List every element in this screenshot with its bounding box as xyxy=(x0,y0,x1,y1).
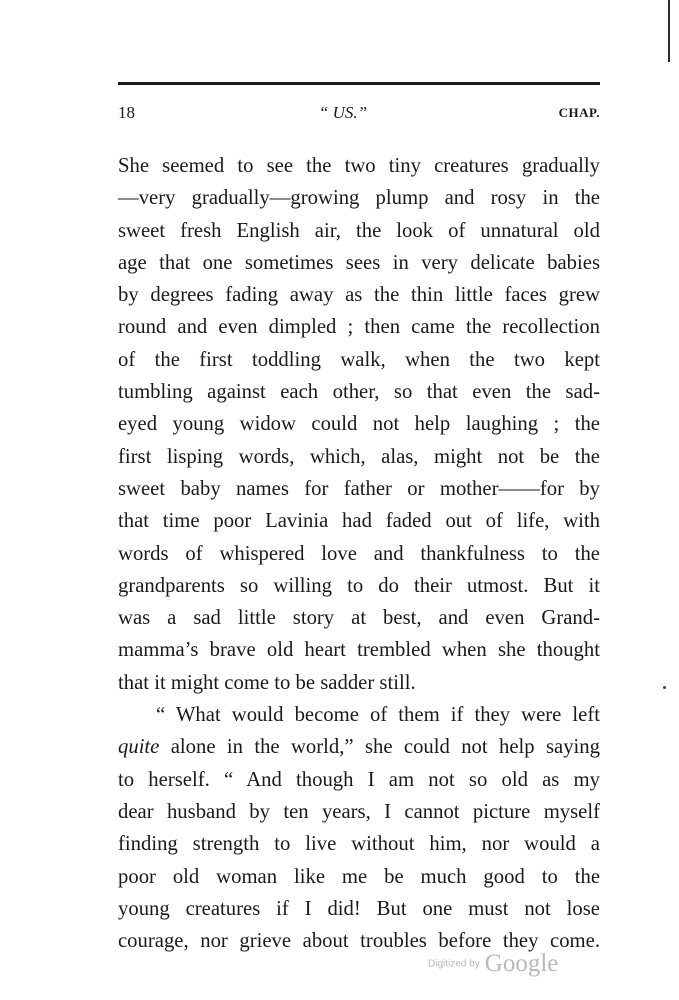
text-line: sweet fresh English air, the look of unnatural old xyxy=(118,219,600,242)
running-head xyxy=(118,103,600,127)
text-line: —very gradually—growing plump and rosy in the xyxy=(118,187,600,210)
text-line: to herself. “ And though I am not so old as my xyxy=(118,768,600,791)
text-line: that time poor Lavinia had faded out of life, with xyxy=(118,510,600,533)
text-line: courage, nor grieve about troubles before they come. xyxy=(118,930,600,953)
page-number: 18 xyxy=(118,103,135,122)
ink-speck xyxy=(663,686,666,689)
watermark-brand: Google xyxy=(484,950,559,977)
text-line: young creatures if I did! But one must not lose xyxy=(118,897,600,920)
text-line: tumbling against each other, so that even the sad- xyxy=(118,381,600,404)
chapter-label: CHAP. xyxy=(558,105,600,120)
text-line xyxy=(118,731,600,763)
text-line: was a sad little story at best, and even Grand- xyxy=(118,607,600,630)
text-line: age that one sometimes sees in very delicate babies xyxy=(118,251,600,274)
watermark xyxy=(428,950,558,978)
paragraph-1 xyxy=(118,150,600,699)
text-span: alone in the world,” she could not help saying xyxy=(159,736,600,759)
paragraph-2 xyxy=(118,699,600,957)
watermark-prefix: Digitized by xyxy=(428,958,480,970)
emphasis-quite: quite xyxy=(118,736,160,759)
text-line: first lisping words, which, alas, might not be the xyxy=(118,445,600,468)
text-line: She seemed to see the two tiny creatures gradually xyxy=(118,155,600,177)
page-edge-line xyxy=(668,0,670,62)
body-text xyxy=(118,150,600,957)
text-line: finding strength to live without him, nor would a xyxy=(118,833,600,856)
text-line: by degrees fading away as the thin little faces grew xyxy=(118,284,600,307)
running-title: “ US.” xyxy=(318,103,368,122)
text-line: grandparents so willing to do their utmost. But it xyxy=(118,574,600,597)
text-line: dear husband by ten years, I cannot picture myself xyxy=(118,800,600,823)
text-line: mamma’s brave old heart trembled when she thought xyxy=(118,639,600,662)
text-line: “ What would become of them if they were left xyxy=(156,704,600,727)
text-line: round and even dimpled ; then came the recollection xyxy=(118,316,600,339)
text-line: sweet baby names for father or mother——for by xyxy=(118,477,600,500)
text-line: eyed young widow could not help laughing ; the xyxy=(118,413,600,436)
text-line: poor old woman like me be much good to the xyxy=(118,865,600,888)
text-line: that it might come to be sadder still. xyxy=(118,671,416,694)
header-rule xyxy=(118,82,600,85)
text-line: of the first toddling walk, when the two kept xyxy=(118,348,600,371)
text-line: words of whispered love and thankfulness to the xyxy=(118,542,600,565)
